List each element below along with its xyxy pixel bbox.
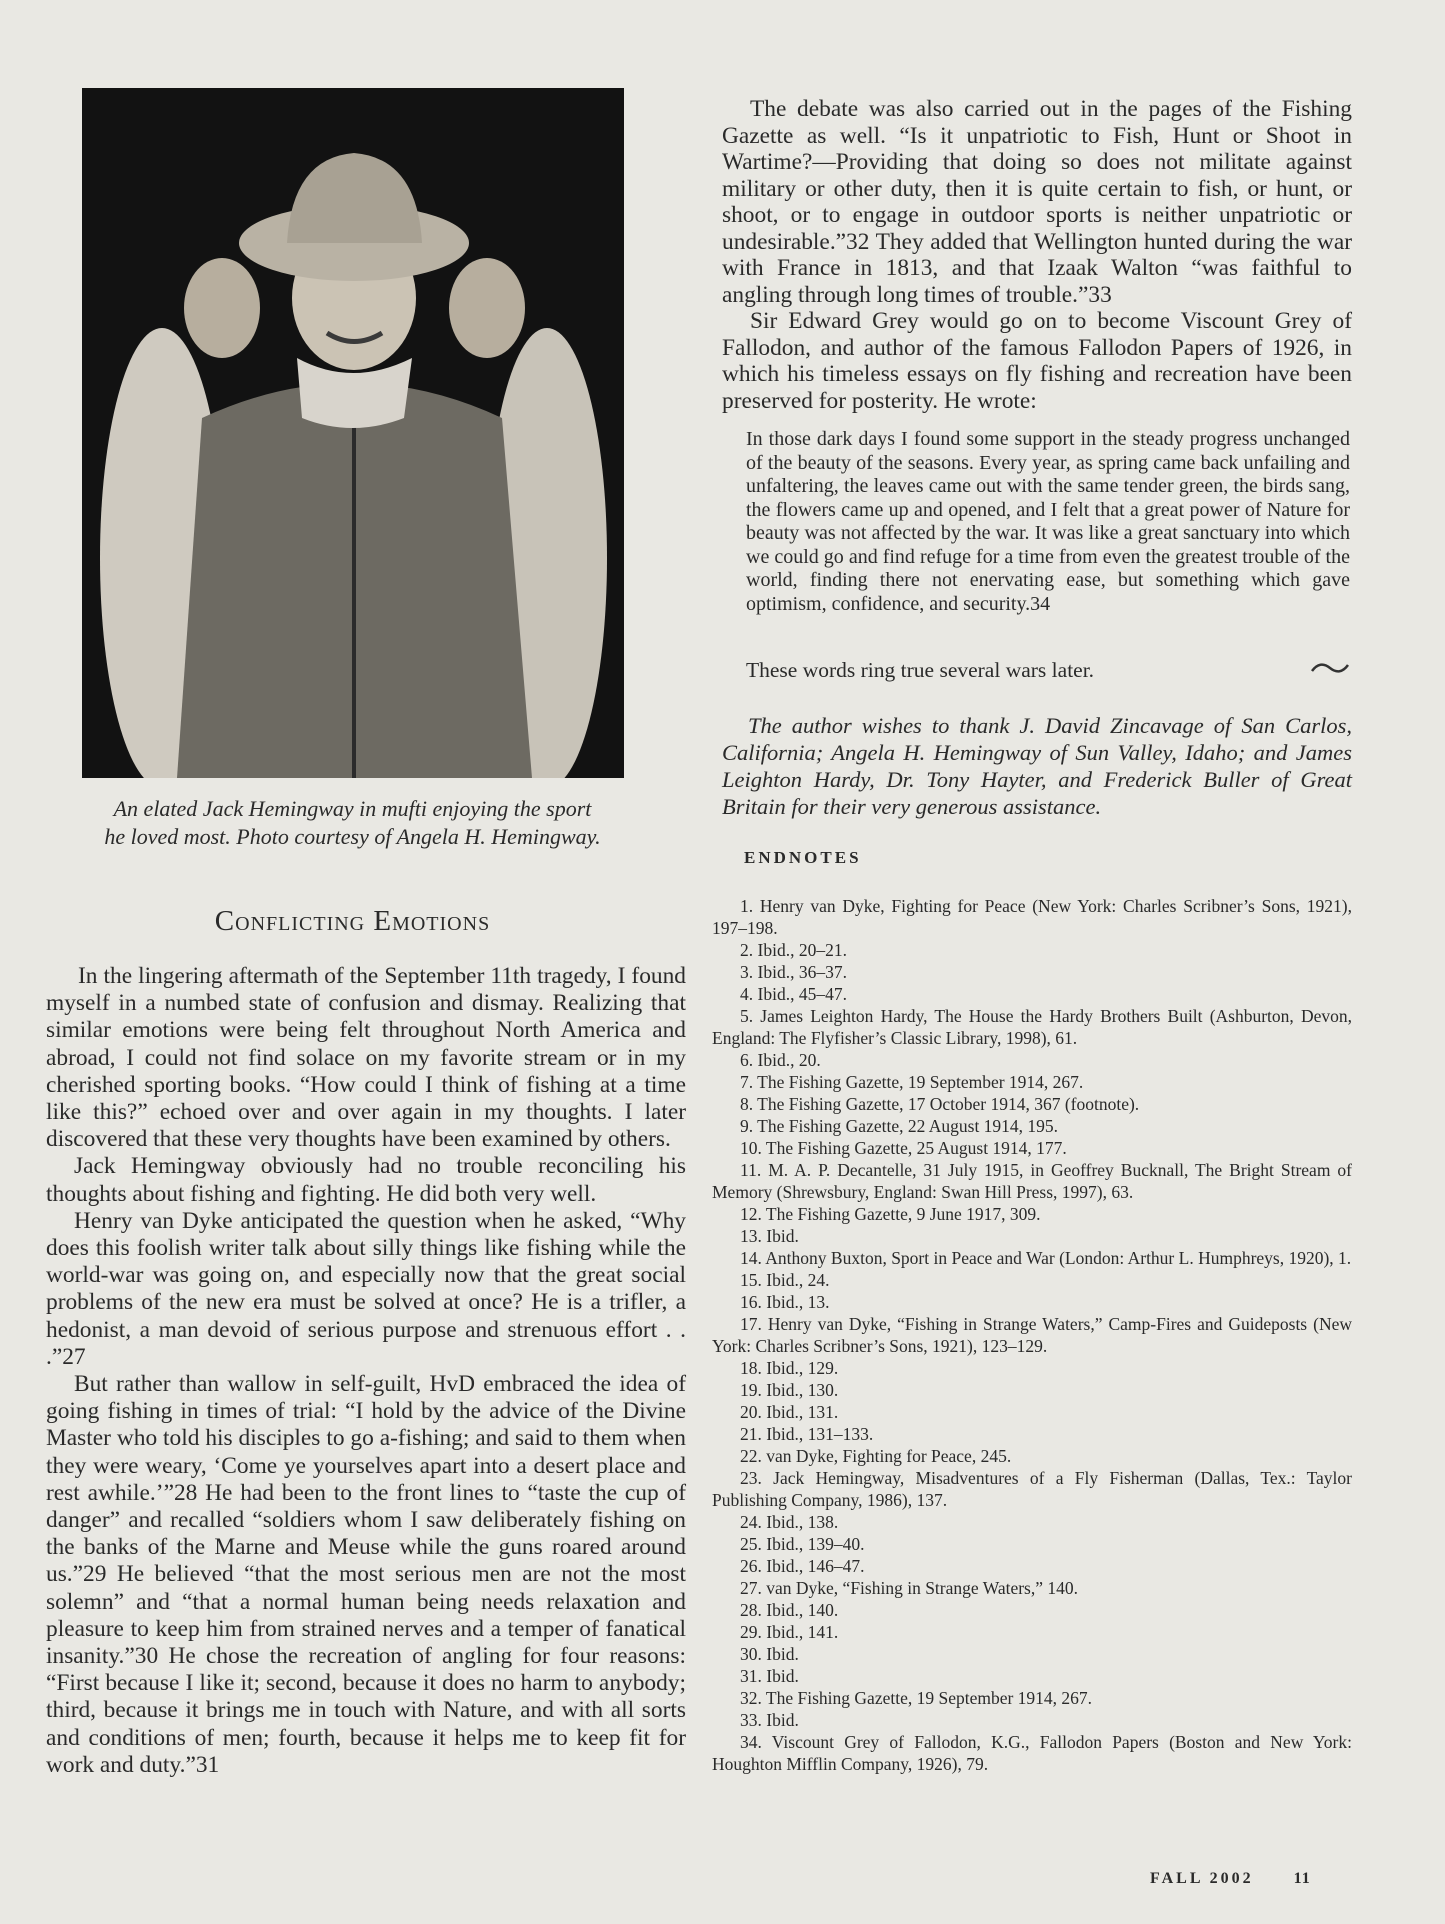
caption-line-1: An elated Jack Hemingway in mufti enjoying the sport (113, 796, 592, 821)
endnote: 29. Ibid., 141. (740, 1622, 839, 1642)
endnote: 8. The Fishing Gazette, 17 October 1914, 367 (footnote). (740, 1094, 1140, 1114)
left-column-text (46, 963, 686, 1779)
paragraph: But rather than wallow in self-guilt, HvD embraced the idea of going fishing in times of trial: “I hold by the advice of the Divine Master who told his disciples to go a-fishing; and said to them when they were weary, ‘Come ye yourselves apart into a desert place and rest awhile.’”28 He had been to the front lines to “taste the cup of danger” and recalled “soldiers whom I saw deliberately fishing on the banks of the Marne and Meuse while the guns roared around us.”29 He believed “that the most serious men are not the most solemn” and “that a normal human being needs relaxation and pleasure to keep him from strained nerves and a temper of fanatical insanity.”30 He chose the recreation of angling for four reasons: “First because I like it; second, because it does no harm to anybody; third, because it brings me in touch with Nature, and with all sorts and conditions of men; fourth, because it helps me to keep fit for work and duty.”31 (46, 1371, 686, 1778)
endnote: 21. Ibid., 131–133. (740, 1424, 874, 1444)
endnote: 33. Ibid. (740, 1710, 799, 1730)
endnote: 16. Ibid., 13. (740, 1292, 830, 1312)
page-number: 11 (1293, 1870, 1311, 1887)
endnote: 3. Ibid., 36–37. (740, 962, 847, 982)
endnote: 25. Ibid., 139–40. (740, 1534, 865, 1554)
endnotes-heading: ENDNOTES (744, 848, 862, 867)
endnote: 26. Ibid., 146–47. (740, 1556, 865, 1576)
endnote: 32. The Fishing Gazette, 19 September 1914, 267. (740, 1688, 1093, 1708)
endnote: 27. van Dyke, “Fishing in Strange Waters,” 140. (740, 1578, 1079, 1598)
endnote: 24. Ibid., 138. (740, 1512, 839, 1532)
paragraph: The debate was also carried out in the pages of the Fishing Gazette as well. “Is it unpatriotic to Fish, Hunt or Shoot in Wartime?—Providing that doing so does not militate against military or other duty, then it is quite certain to fish, or hunt, or shoot, or to engage in outdoor sports is neither unpatriotic or undesirable.”32 They added that Wellington hunted during the war with France in 1813, and that Izaak Walton “was faithful to angling through long times of trouble.”33 (722, 96, 1352, 308)
acknowledgment-text: The author wishes to thank J. David Zincavage of San Carlos, California; Angela H. Hemingway of Sun Valley, Idaho; and James Leighton Hardy, Dr. Tony Hayter, and Frederick Buller of Great Britain for their very generous assistance. (722, 713, 1352, 819)
page-footer (1150, 1870, 1311, 1888)
endnotes-list (712, 895, 1352, 1775)
endnote: 34. Viscount Grey of Fallodon, K.G., Fallodon Papers (Boston and New York: Houghton Mifflin Company, 1926), 79. (712, 1732, 1352, 1774)
issue-label: FALL 2002 (1150, 1870, 1254, 1887)
end-mark-icon (1310, 658, 1350, 678)
endnote: 19. Ibid., 130. (740, 1380, 839, 1400)
endnote: 31. Ibid. (740, 1666, 799, 1686)
endnote: 11. M. A. P. Decantelle, 31 July 1915, in Geoffrey Bucknall, The Bright Stream of Memory (Shrewsbury, England: Swan Hill Press, 1997), 63. (712, 1160, 1352, 1202)
endnote: 22. van Dyke, Fighting for Peace, 245. (740, 1446, 1012, 1466)
endnote: 4. Ibid., 45–47. (740, 984, 847, 1004)
paragraph: Henry van Dyke anticipated the question when he asked, “Why does this foolish writer talk about silly things like fishing while the world-war was going on, and especially now that the great social problems of the new era must be solved at once? He is a trifler, a hedonist, a man devoid of serious purpose and strenuous effort . . .”27 (46, 1207, 686, 1370)
grey-quote: In those dark days I found some support in the steady progress unchanged of the beauty of the seasons. Every year, as spring came back unfailing and unfaltering, the leaves came out with the same tender green, the birds sang, the flowers came up and opened, and I felt that a great power of Nature for beauty was not affected by the war. It was like a great sanctuary into which we could go and find refuge for a time from even the greatest trouble of the world, finding there not enervating ease, but something which gave optimism, confidence, and security.34 (746, 428, 1350, 615)
endnote: 12. The Fishing Gazette, 9 June 1917, 309. (740, 1204, 1041, 1224)
photo-caption (60, 795, 645, 851)
endnote: 30. Ibid. (740, 1644, 799, 1664)
endnote: 28. Ibid., 140. (740, 1600, 839, 1620)
paragraph: Jack Hemingway obviously had no trouble reconciling his thoughts about fishing and fighting. He did both very well. (46, 1153, 686, 1207)
endnote: 23. Jack Hemingway, Misadventures of a Fly Fisherman (Dallas, Tex.: Taylor Publishing Company, 1986), 137. (712, 1468, 1352, 1510)
closing-line: These words ring true several wars later. (746, 658, 1095, 682)
caption-line-2: he loved most. Photo courtesy of Angela H. Hemingway. (104, 824, 601, 849)
endnote: 5. James Leighton Hardy, The House the Hardy Brothers Built (Ashburton, Devon, England: The Flyfisher’s Classic Library, 1998), 61. (712, 1006, 1352, 1048)
endnote: 1. Henry van Dyke, Fighting for Peace (New York: Charles Scribner’s Sons, 1921), 197–198. (712, 896, 1352, 938)
endnote: 18. Ibid., 129. (740, 1358, 839, 1378)
paragraph: In the lingering aftermath of the September 11th tragedy, I found myself in a numbed state of confusion and dismay. Realizing that similar emotions were being felt throughout North America and abroad, I could not find solace on my favorite stream or in my cherished sporting books. “How could I think of fishing at a time like this?” echoed over and over again in my thoughts. I later discovered that these very thoughts have been examined by others. (46, 963, 686, 1153)
endnote: 6. Ibid., 20. (740, 1050, 821, 1070)
endnote: 17. Henry van Dyke, “Fishing in Strange Waters,” Camp-Fires and Guideposts (New York: Charles Scribner’s Sons, 1921), 123–129. (712, 1314, 1352, 1356)
endnote: 2. Ibid., 20–21. (740, 940, 847, 960)
photo-jack-hemingway (82, 88, 624, 778)
endnote: 10. The Fishing Gazette, 25 August 1914, 177. (740, 1138, 1067, 1158)
acknowledgment (722, 712, 1352, 820)
fisherman-photo-image (82, 88, 624, 778)
endnote: 13. Ibid. (740, 1226, 799, 1246)
endnote: 14. Anthony Buxton, Sport in Peace and War (London: Arthur L. Humphreys, 1920), 1. (740, 1248, 1352, 1268)
endnote: 7. The Fishing Gazette, 19 September 1914, 267. (740, 1072, 1084, 1092)
right-column-text (722, 96, 1352, 414)
endnote: 15. Ibid., 24. (740, 1270, 830, 1290)
section-heading: Conflicting Emotions (214, 905, 491, 937)
endnote: 9. The Fishing Gazette, 22 August 1914, 195. (740, 1116, 1059, 1136)
paragraph: Sir Edward Grey would go on to become Viscount Grey of Fallodon, and author of the famous Fallodon Papers of 1926, in which his timeless essays on fly fishing and recreation have been preserved for posterity. He wrote: (722, 308, 1352, 414)
endnote: 20. Ibid., 131. (740, 1402, 839, 1422)
